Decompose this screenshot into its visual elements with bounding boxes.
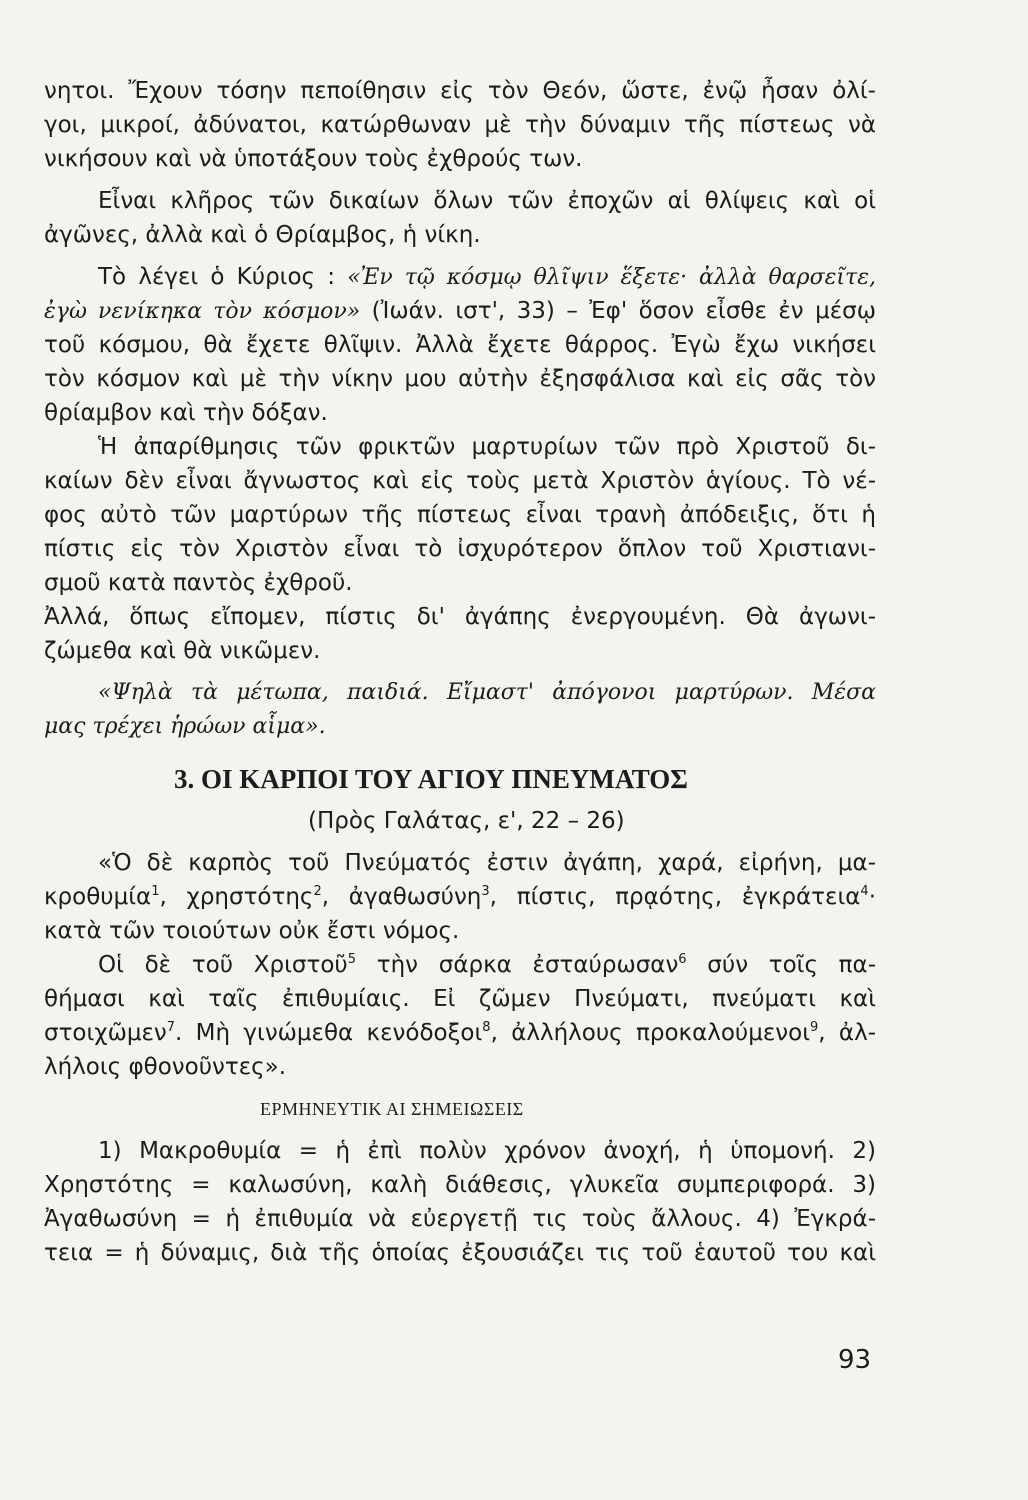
text-line: 1) Μακροθυμία = ἡ ἐπὶ πολὺν χρόνον ἀνοχή, ἡ ὑπομονή. 2) xyxy=(98,1138,876,1164)
text-run: τὴν σάρκα ἐσταύρωσαν xyxy=(356,952,679,978)
text-line: φος αὐτὸ τῶν μαρτύρων τῆς πίστεως εἶναι τρανὴ ἀπόδειξις, ὅτι ἡ xyxy=(44,502,876,528)
text-line: θρίαμβον καὶ τὴν δόξαν. xyxy=(44,400,328,426)
text-run: , ἀλλήλους προκαλούμενοι xyxy=(490,1020,810,1046)
text-run: στοιχῶμεν xyxy=(44,1020,167,1046)
paragraph-2 xyxy=(44,184,876,252)
text-run: , πίστις, πρᾳότης, ἐγκράτεια xyxy=(489,884,861,910)
text-run: , ἀλ- xyxy=(818,1020,876,1046)
text-line xyxy=(44,948,876,982)
section-title: 3. ΟΙ ΚΑΡΠΟΙ ΤΟΥ ΑΓΙΟΥ ΠΝΕΥΜΑΤΟΣ xyxy=(174,764,688,794)
text-line: ζώμεθα καὶ θὰ νικῶμεν. xyxy=(44,638,321,664)
quote-text: ἐγὼ νενίκηκα τὸν κόσμον» xyxy=(44,299,361,324)
quote-text: «Ἐν τῷ κόσμῳ θλῖψιν ἕξετε· ἀλλὰ θαρσεῖτε, xyxy=(347,265,876,290)
text-line: τὸν κόσμον καὶ μὲ τὴν νίκην μου αὐτὴν ἐξησφάλισα καὶ εἰς σᾶς τὸν xyxy=(44,366,876,392)
text-run: σύν τοῖς πα- xyxy=(686,952,876,978)
text-run: κροθυμία xyxy=(44,884,152,910)
page-number: 93 xyxy=(838,1345,872,1375)
text-line xyxy=(44,880,876,914)
text-line: κατὰ τῶν τοιούτων οὐκ ἔστι νόμος. xyxy=(44,918,460,944)
notes-body xyxy=(44,1134,876,1270)
text-line: Χρηστότης = καλωσύνη, καλὴ διάθεσις, γλυκεῖα συμπεριφορά. 3) xyxy=(44,1172,876,1198)
footnote-marker: 6 xyxy=(678,951,687,967)
text-run: Οἱ δὲ τοῦ Χριστοῦ xyxy=(98,952,348,978)
poem-quote xyxy=(44,676,876,744)
footnote-marker: 8 xyxy=(482,1019,491,1035)
text-run: . Μὴ γινώμεθα κενόδοξοι xyxy=(175,1020,483,1046)
text-line: πίστις εἰς τὸν Χριστὸν εἶναι τὸ ἰσχυρότερον ὅπλον τοῦ Χριστιανι- xyxy=(44,536,876,562)
notes-heading: ΕΡΜΗΝΕΥΤΙΚ ΑΙ ΣΗΜΕΙΩΣΕΙΣ xyxy=(260,1099,524,1119)
text-line: Ἡ ἀπαρίθμησις τῶν φρικτῶν μαρτυρίων τῶν πρὸ Χριστοῦ δι- xyxy=(98,434,876,460)
text-line: τοῦ κόσμου, θὰ ἔχετε θλῖψιν. Ἀλλὰ ἔχετε θάρρος. Ἐγὼ ἔχω νικήσει xyxy=(44,332,876,358)
footnote-marker: 3 xyxy=(481,883,490,899)
footnote-marker: 2 xyxy=(313,883,322,899)
footnote-marker: 4 xyxy=(860,883,869,899)
section-reference: (Πρὸς Γαλάτας, ε', 22 – 26) xyxy=(308,808,625,834)
text-line: νικήσουν καὶ νὰ ὑποτάξουν τοὺς ἐχθρούς των. xyxy=(44,146,583,172)
text-run: · xyxy=(868,884,876,910)
text-line: σμοῦ κατὰ παντὸς ἐχθροῦ. xyxy=(44,570,353,596)
text-line: μας τρέχει ἡρώων αἷμα». xyxy=(44,714,326,739)
text-line: καίων δὲν εἶναι ἄγνωστος καὶ εἰς τοὺς μετὰ Χριστὸν ἁγίους. Τὸ νέ- xyxy=(44,468,876,494)
footnote-marker: 1 xyxy=(151,883,160,899)
text-line: «Ὁ δὲ καρπὸς τοῦ Πνεύματός ἐστιν ἀγάπη, χαρά, εἰρήνη, μα- xyxy=(98,850,876,876)
text-line: «Ψηλὰ τὰ μέτωπα, παιδιά. Εἴμαστ' ἀπόγονοι μαρτύρων. Μέσα xyxy=(98,680,876,705)
text-line: Εἶναι κλῆρος τῶν δικαίων ὅλων τῶν ἐποχῶν αἱ θλίψεις καὶ οἱ xyxy=(98,188,876,214)
text-line: Ἀλλά, ὅπως εἴπομεν, πίστις δι' ἀγάπης ἐνεργουμένη. Θὰ ἀγωνι- xyxy=(44,604,876,630)
footnote-marker: 5 xyxy=(347,951,357,967)
paragraph-5 xyxy=(44,600,876,668)
text-run: , χρηστότης xyxy=(159,884,314,910)
paragraph-4 xyxy=(44,430,876,600)
text-line xyxy=(44,260,876,294)
text-line: θήμασι καὶ ταῖς ἐπιθυμίαις. Εἰ ζῶμεν Πνεύματι, πνεύματι καὶ xyxy=(44,986,876,1012)
page-text xyxy=(44,74,876,1270)
text-line: Ἀγαθωσύνη = ἡ ἐπιθυμία νὰ εὐεργετῇ τις τοὺς ἄλλους. 4) Ἐγκρά- xyxy=(44,1206,876,1232)
text-line: τεια = ἡ δύναμις, διὰ τῆς ὁποίας ἐξουσιάζει τις τοῦ ἑαυτοῦ του καὶ xyxy=(44,1240,876,1266)
text-run: (Ἰωάν. ιστ', 33) – Ἐφ' ὅσον εἶσθε ἐν μέσῳ xyxy=(360,298,876,324)
text-line: νητοι. Ἔχουν τόσην πεποίθησιν εἰς τὸν Θεόν, ὥστε, ἐνῷ ἦσαν ὀλί- xyxy=(44,78,876,104)
text-run: , ἀγαθωσύνη xyxy=(321,884,482,910)
text-run: Τὸ λέγει ὁ Κύριος : xyxy=(98,264,348,290)
text-line xyxy=(44,294,876,328)
text-line: ἀγῶνες, ἀλλὰ καὶ ὁ Θρίαμβος, ἡ νίκη. xyxy=(44,222,481,248)
footnote-marker: 7 xyxy=(166,1019,176,1035)
footnote-marker: 9 xyxy=(810,1019,819,1035)
text-line xyxy=(44,1016,876,1050)
scripture-passage xyxy=(44,846,876,1084)
text-line: λήλοις φθονοῦντες». xyxy=(44,1054,287,1080)
text-line: γοι, μικροί, ἀδύνατοι, κατώρθωναν μὲ τὴν δύναμιν τῆς πίστεως νὰ xyxy=(44,112,876,138)
paragraph-1 xyxy=(44,74,876,176)
paragraph-3 xyxy=(44,260,876,430)
